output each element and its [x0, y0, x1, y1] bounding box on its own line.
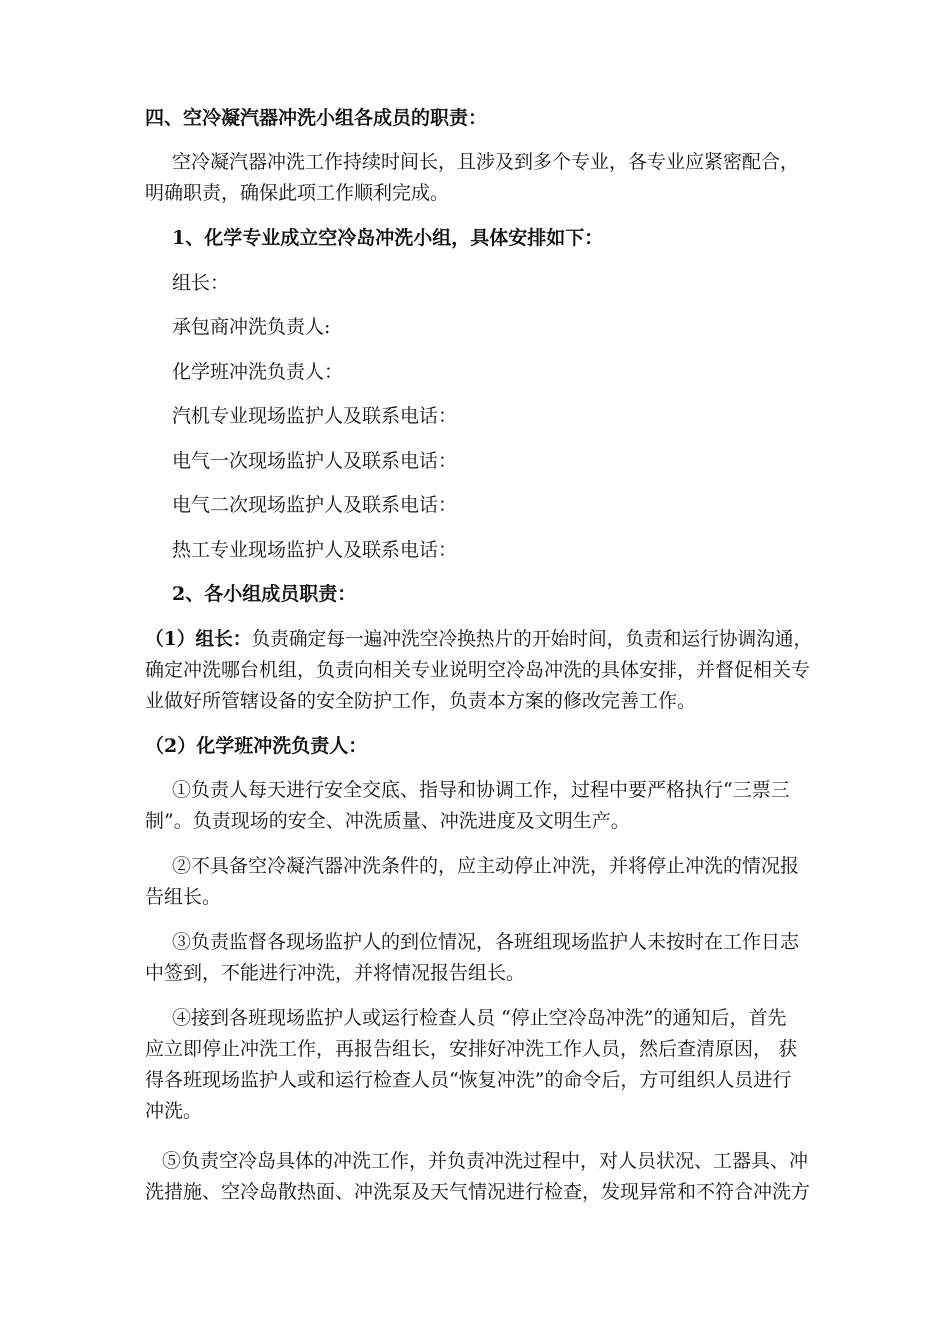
section-2-title: 2、各小组成员职责：	[172, 583, 357, 605]
role-electrical-primary-supervisor: 电气一次现场监护人及联系电话：	[172, 450, 458, 472]
sub-4-line-1: ④接到各班现场监护人或运行检查人员 “停止空冷岛冲洗”的通知后，首先	[172, 1007, 787, 1029]
item-1-text: 负责确定每一遍冲洗空冷换热片的开始时间，负责和运行协调沟通，	[251, 628, 813, 650]
sub-1-line-1: ①负责人每天进行安全交底、指导和协调工作，过程中要严格执行“三票三	[172, 779, 790, 801]
sub-4-line-2: 应立即停止冲洗工作，再报告组长，安排好冲洗工作人员，然后查清原因， 获	[145, 1038, 798, 1060]
sub-1-line-2: 制”。负责现场的安全、冲洗质量、冲洗进度及文明生产。	[145, 810, 630, 832]
sub-3-line-2: 中签到，不能进行冲洗，并将情况报告组长。	[145, 962, 526, 984]
item-1-line-1	[145, 626, 812, 652]
sub-4-line-3: 得各班现场监护人或和运行检查人员“恢复冲洗”的命令后，方可组织人员进行	[145, 1069, 792, 1091]
item-1-line-2: 确定冲洗哪台机组，负责向相关专业说明空冷岛冲洗的具体安排，并督促相关专	[145, 659, 811, 681]
section-heading: 四、空冷凝汽器冲洗小组各成员的职责：	[145, 107, 488, 129]
role-turbine-supervisor: 汽机专业现场监护人及联系电话：	[172, 405, 458, 427]
role-contractor-lead: 承包商冲洗负责人:	[172, 316, 331, 338]
role-team-leader: 组长：	[172, 272, 230, 294]
item-2-label: （2）化学班冲洗负责人：	[145, 735, 368, 757]
sub-5-line-2: 洗措施、空冷岛散热面、冲洗泵及天气情况进行检查，发现异常和不符合冲洗方	[145, 1181, 811, 1203]
sub-2-line-1: ②不具备空冷凝汽器冲洗条件的，应主动停止冲洗，并将停止冲洗的情况报	[172, 855, 800, 877]
role-chemistry-lead: 化学班冲洗负责人：	[172, 361, 344, 383]
intro-line-2: 明确职责，确保此项工作顺利完成。	[145, 182, 450, 204]
item-1-line-3: 业做好所管辖设备的安全防护工作，负责本方案的修改完善工作。	[145, 690, 697, 712]
sub-5-line-1: ⑤负责空冷岛具体的冲洗工作，并负责冲洗过程中，对人员状况、工器具、冲	[162, 1150, 809, 1172]
sub-4-line-4: 冲洗。	[145, 1100, 203, 1122]
intro-line-1: 空冷凝汽器冲洗工作持续时间长，且涉及到多个专业，各专业应紧密配合，	[172, 151, 800, 173]
sub-2-line-2: 告组长。	[145, 886, 222, 908]
role-electrical-secondary-supervisor: 电气二次现场监护人及联系电话：	[172, 494, 458, 516]
sub-3-line-1: ③负责监督各现场监护人的到位情况，各班组现场监护人未按时在工作日志	[172, 931, 800, 953]
role-thermal-supervisor: 热工专业现场监护人及联系电话：	[172, 539, 458, 561]
section-1-title: 1、化学专业成立空冷岛冲洗小组，具体安排如下：	[172, 227, 604, 249]
item-1-label: （1）组长：	[145, 628, 252, 650]
